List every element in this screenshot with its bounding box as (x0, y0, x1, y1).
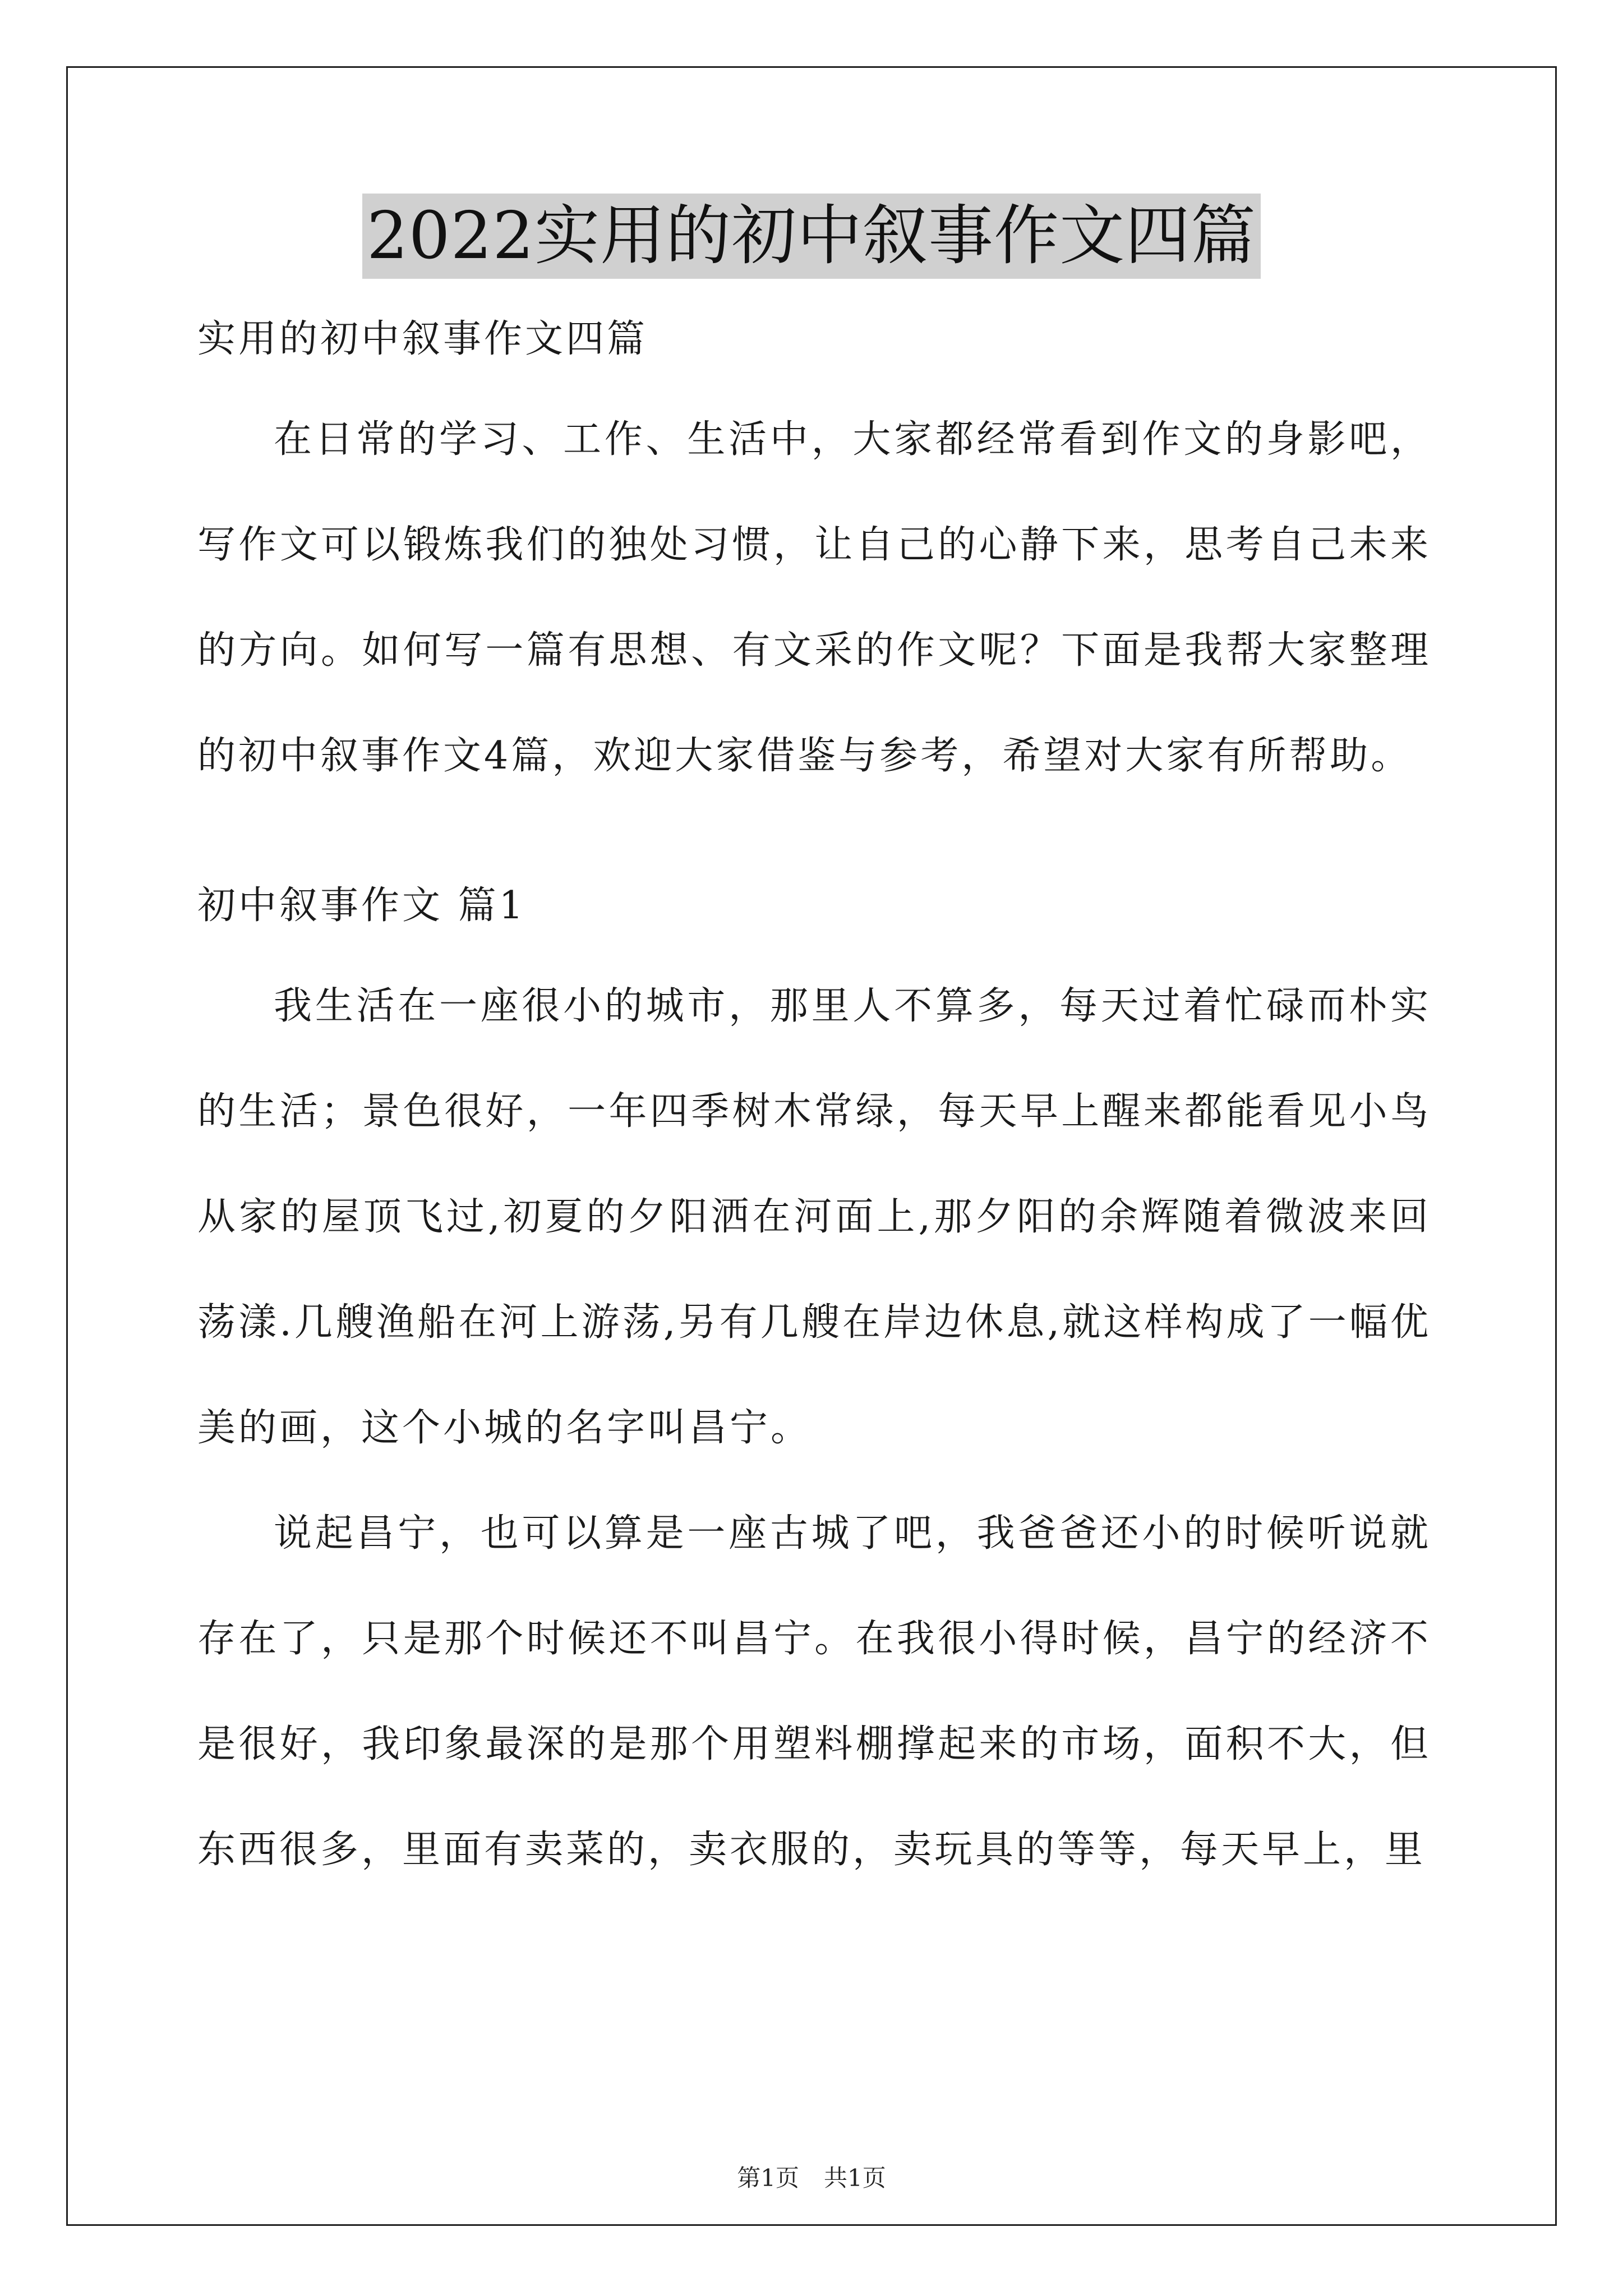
page-number: 第1页 (737, 2164, 799, 2192)
title-container (0, 194, 1623, 279)
document-title: 2022实用的初中叙事作文四篇 (362, 194, 1261, 279)
section-heading: 初中叙事作文 篇1 (197, 884, 526, 928)
section-spacer (197, 809, 1431, 858)
document-body (197, 292, 1431, 1903)
document-subtitle: 实用的初中叙事作文四篇 (197, 317, 648, 361)
page-total: 共1页 (824, 2164, 886, 2192)
intro-paragraph: 在日常的学习、工作、生活中，大家都经常看到作文的身影吧，写作文可以锻炼我们的独处习惯，让自己的心静下来，思考自己未来的方向。如何写一篇有思想、有文采的作文呢？下面是我帮大家整理的初中叙事作文4篇，欢迎大家借鉴与参考，希望对大家有所帮助。 (197, 417, 1431, 778)
body-paragraph: 说起昌宁，也可以算是一座古城了吧，我爸爸还小的时候听说就存在了，只是那个时候还不叫昌宁。在我很小得时候，昌宁的经济不是很好，我印象最深的是那个用塑料棚撑起来的市场，面积不大，但东西很多，里面有卖菜的，卖衣服的，卖玩具的等等，每天早上，里 (197, 1511, 1431, 1872)
page-footer (0, 2160, 1623, 2193)
body-paragraph: 我生活在一座很小的城市，那里人不算多，每天过着忙碌而朴实的生活；景色很好，一年四季树木常绿，每天早上醒来都能看见小鸟从家的屋顶飞过,初夏的夕阳洒在河面上,那夕阳的余辉随着微波来回荡漾.几艘渔船在河上游荡,另有几艘在岸边休息,就这样构成了一幅优美的画，这个小城的名字叫昌宁。 (197, 984, 1431, 1450)
